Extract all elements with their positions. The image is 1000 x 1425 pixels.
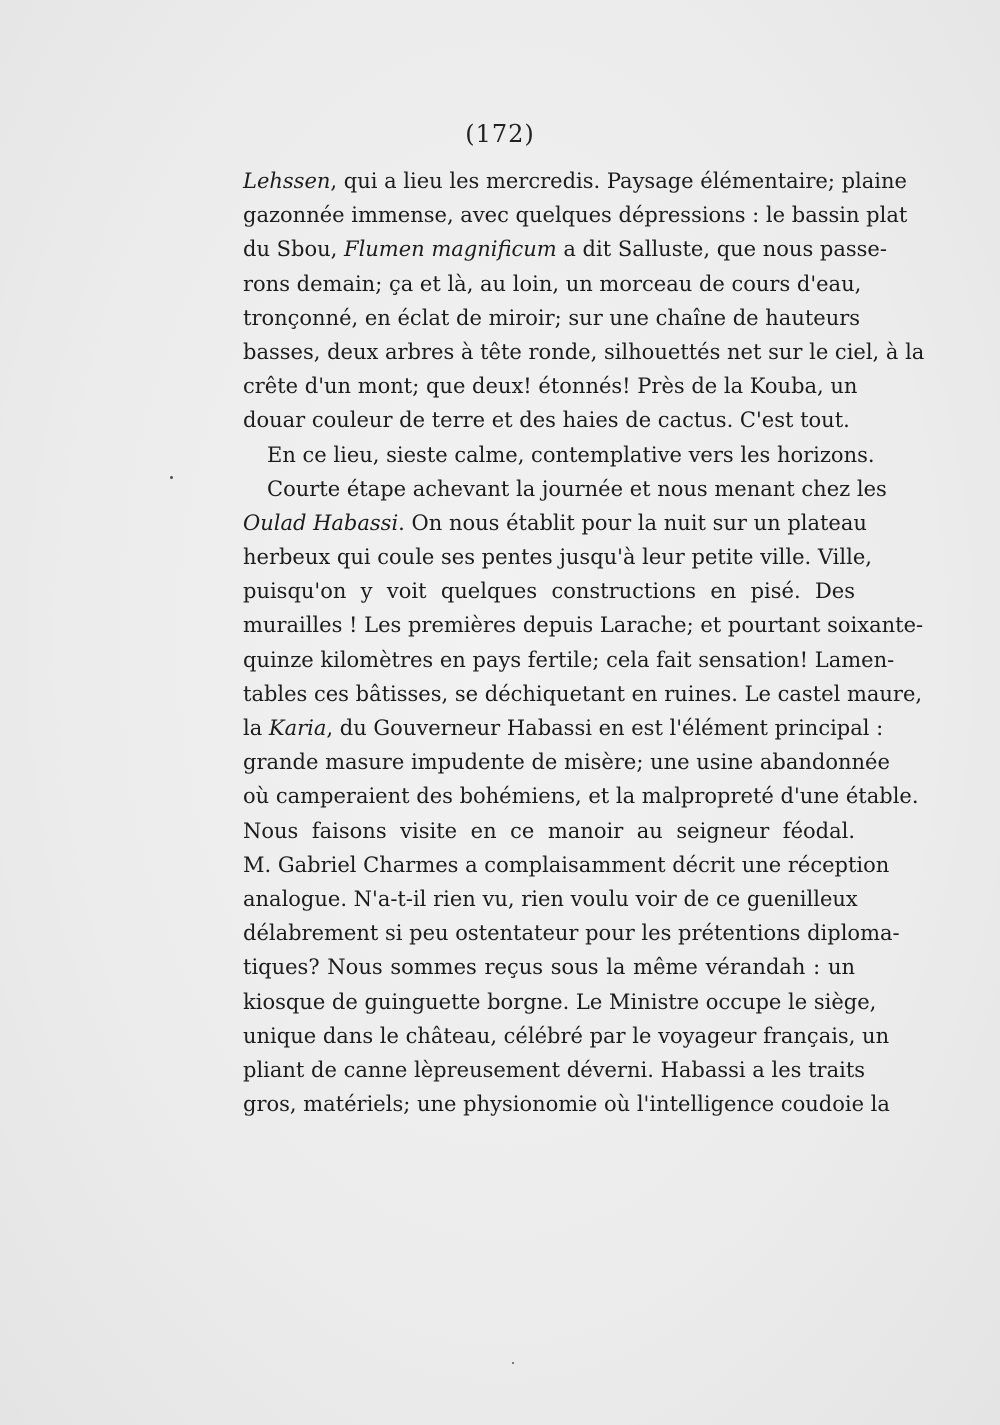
text-segment: M. Gabriel Charmes a complaisamment décrit une réception bbox=[243, 852, 890, 877]
text-segment: quinze kilomètres en pays fertile; cela fait sensation! Lamen- bbox=[243, 647, 895, 672]
text-line bbox=[243, 438, 875, 472]
text-line bbox=[243, 1087, 890, 1121]
text-segment: tiques? Nous sommes reçus sous la même vérandah : un bbox=[243, 955, 855, 980]
text-segment: grande masure impudente de misère; une usine abandonnée bbox=[243, 750, 890, 775]
text-line bbox=[243, 335, 925, 369]
text-segment: tronçonné, en éclat de miroir; sur une chaîne de hauteurs bbox=[243, 305, 861, 330]
italic-text-segment: Oulad Habassi bbox=[243, 510, 399, 535]
text-line bbox=[243, 403, 855, 437]
text-line bbox=[243, 164, 907, 198]
text-segment: pliant de canne lèpreusement déverni. Habassi a les traits bbox=[243, 1057, 866, 1082]
text-segment: douar couleur de terre et des haies de cactus. C'est tout. bbox=[243, 408, 850, 433]
text-line bbox=[243, 1053, 866, 1087]
text-segment: gros, matériels; une physionomie où l'intelligence coudoie la bbox=[243, 1092, 890, 1117]
text-segment: a dit Salluste, que nous passe- bbox=[556, 237, 887, 262]
text-segment: . On nous établit pour la nuit sur un plateau bbox=[398, 510, 867, 535]
paper-speck bbox=[512, 1362, 514, 1364]
text-segment: la bbox=[243, 716, 269, 740]
text-segment: herbeux qui coule ses pentes jusqu'à leur petite ville. Ville, bbox=[243, 545, 872, 570]
text-line bbox=[243, 779, 919, 813]
text-segment: délabrement si peu ostentateur pour les prétentions diploma- bbox=[243, 921, 900, 946]
text-segment: En ce lieu, sieste calme, contemplative vers les horizons. bbox=[267, 442, 875, 467]
text-line bbox=[243, 301, 861, 335]
text-segment: puisqu'on y voit quelques constructions en pisé. Des bbox=[243, 579, 855, 604]
text-line bbox=[243, 506, 867, 540]
text-line bbox=[243, 574, 855, 608]
text-line bbox=[243, 882, 858, 916]
text-segment: crête d'un mont; que deux! étonnés! Près de la Kouba, un bbox=[243, 374, 858, 399]
text-line bbox=[243, 540, 872, 574]
text-line bbox=[243, 745, 890, 779]
text-line bbox=[243, 985, 877, 1019]
text-line bbox=[243, 472, 887, 506]
text-line bbox=[243, 916, 900, 950]
text-segment: unique dans le château, célébré par le voyageur français, un bbox=[243, 1023, 890, 1048]
text-segment: basses, deux arbres à tête ronde, silhouettés net sur le ciel, à la bbox=[243, 339, 925, 364]
text-line bbox=[243, 369, 858, 403]
text-line bbox=[243, 1019, 890, 1053]
text-segment: kiosque de guinguette borgne. Le Ministre occupe le siège, bbox=[243, 989, 877, 1014]
text-segment: Courte étape achevant la journée et nous menant chez les bbox=[267, 476, 887, 501]
text-segment: où camperaient des bohémiens, et la malpropreté d'une étable. bbox=[243, 784, 919, 809]
text-segment: , qui a lieu les mercredis. Paysage élémentaire; plaine bbox=[330, 169, 907, 193]
text-line bbox=[243, 608, 924, 642]
italic-text-segment: Karia bbox=[268, 716, 327, 740]
text-line bbox=[243, 232, 887, 266]
text-segment: rons demain; ça et là, au loin, un morceau de cours d'eau, bbox=[243, 271, 862, 296]
page-number: (172) bbox=[465, 120, 535, 148]
text-segment: gazonnée immense, avec quelques dépressions : le bassin plat bbox=[243, 203, 908, 228]
paper-speck bbox=[170, 476, 173, 479]
italic-text-segment: Flumen magnificum bbox=[344, 237, 557, 262]
text-segment: Nous faisons visite en ce manoir au seigneur féodal. bbox=[243, 818, 855, 843]
italic-text-segment: Lehssen bbox=[243, 169, 331, 193]
text-line bbox=[243, 711, 884, 745]
text-line bbox=[243, 643, 895, 677]
text-segment: , du Gouverneur Habassi en est l'élément principal : bbox=[326, 716, 884, 740]
text-line bbox=[243, 848, 890, 882]
text-line bbox=[243, 814, 855, 848]
text-segment: tables ces bâtisses, se déchiquetant en ruines. Le castel maure, bbox=[243, 681, 923, 706]
text-line bbox=[243, 677, 923, 711]
text-line bbox=[243, 198, 908, 232]
body-text bbox=[243, 164, 925, 1121]
text-segment: murailles ! Les premières depuis Larache; et pourtant soixante- bbox=[243, 613, 924, 638]
text-segment: analogue. N'a-t-il rien vu, rien voulu voir de ce guenilleux bbox=[243, 886, 858, 911]
text-line bbox=[243, 267, 862, 301]
text-line bbox=[243, 950, 855, 984]
text-segment: du Sbou, bbox=[243, 237, 344, 262]
